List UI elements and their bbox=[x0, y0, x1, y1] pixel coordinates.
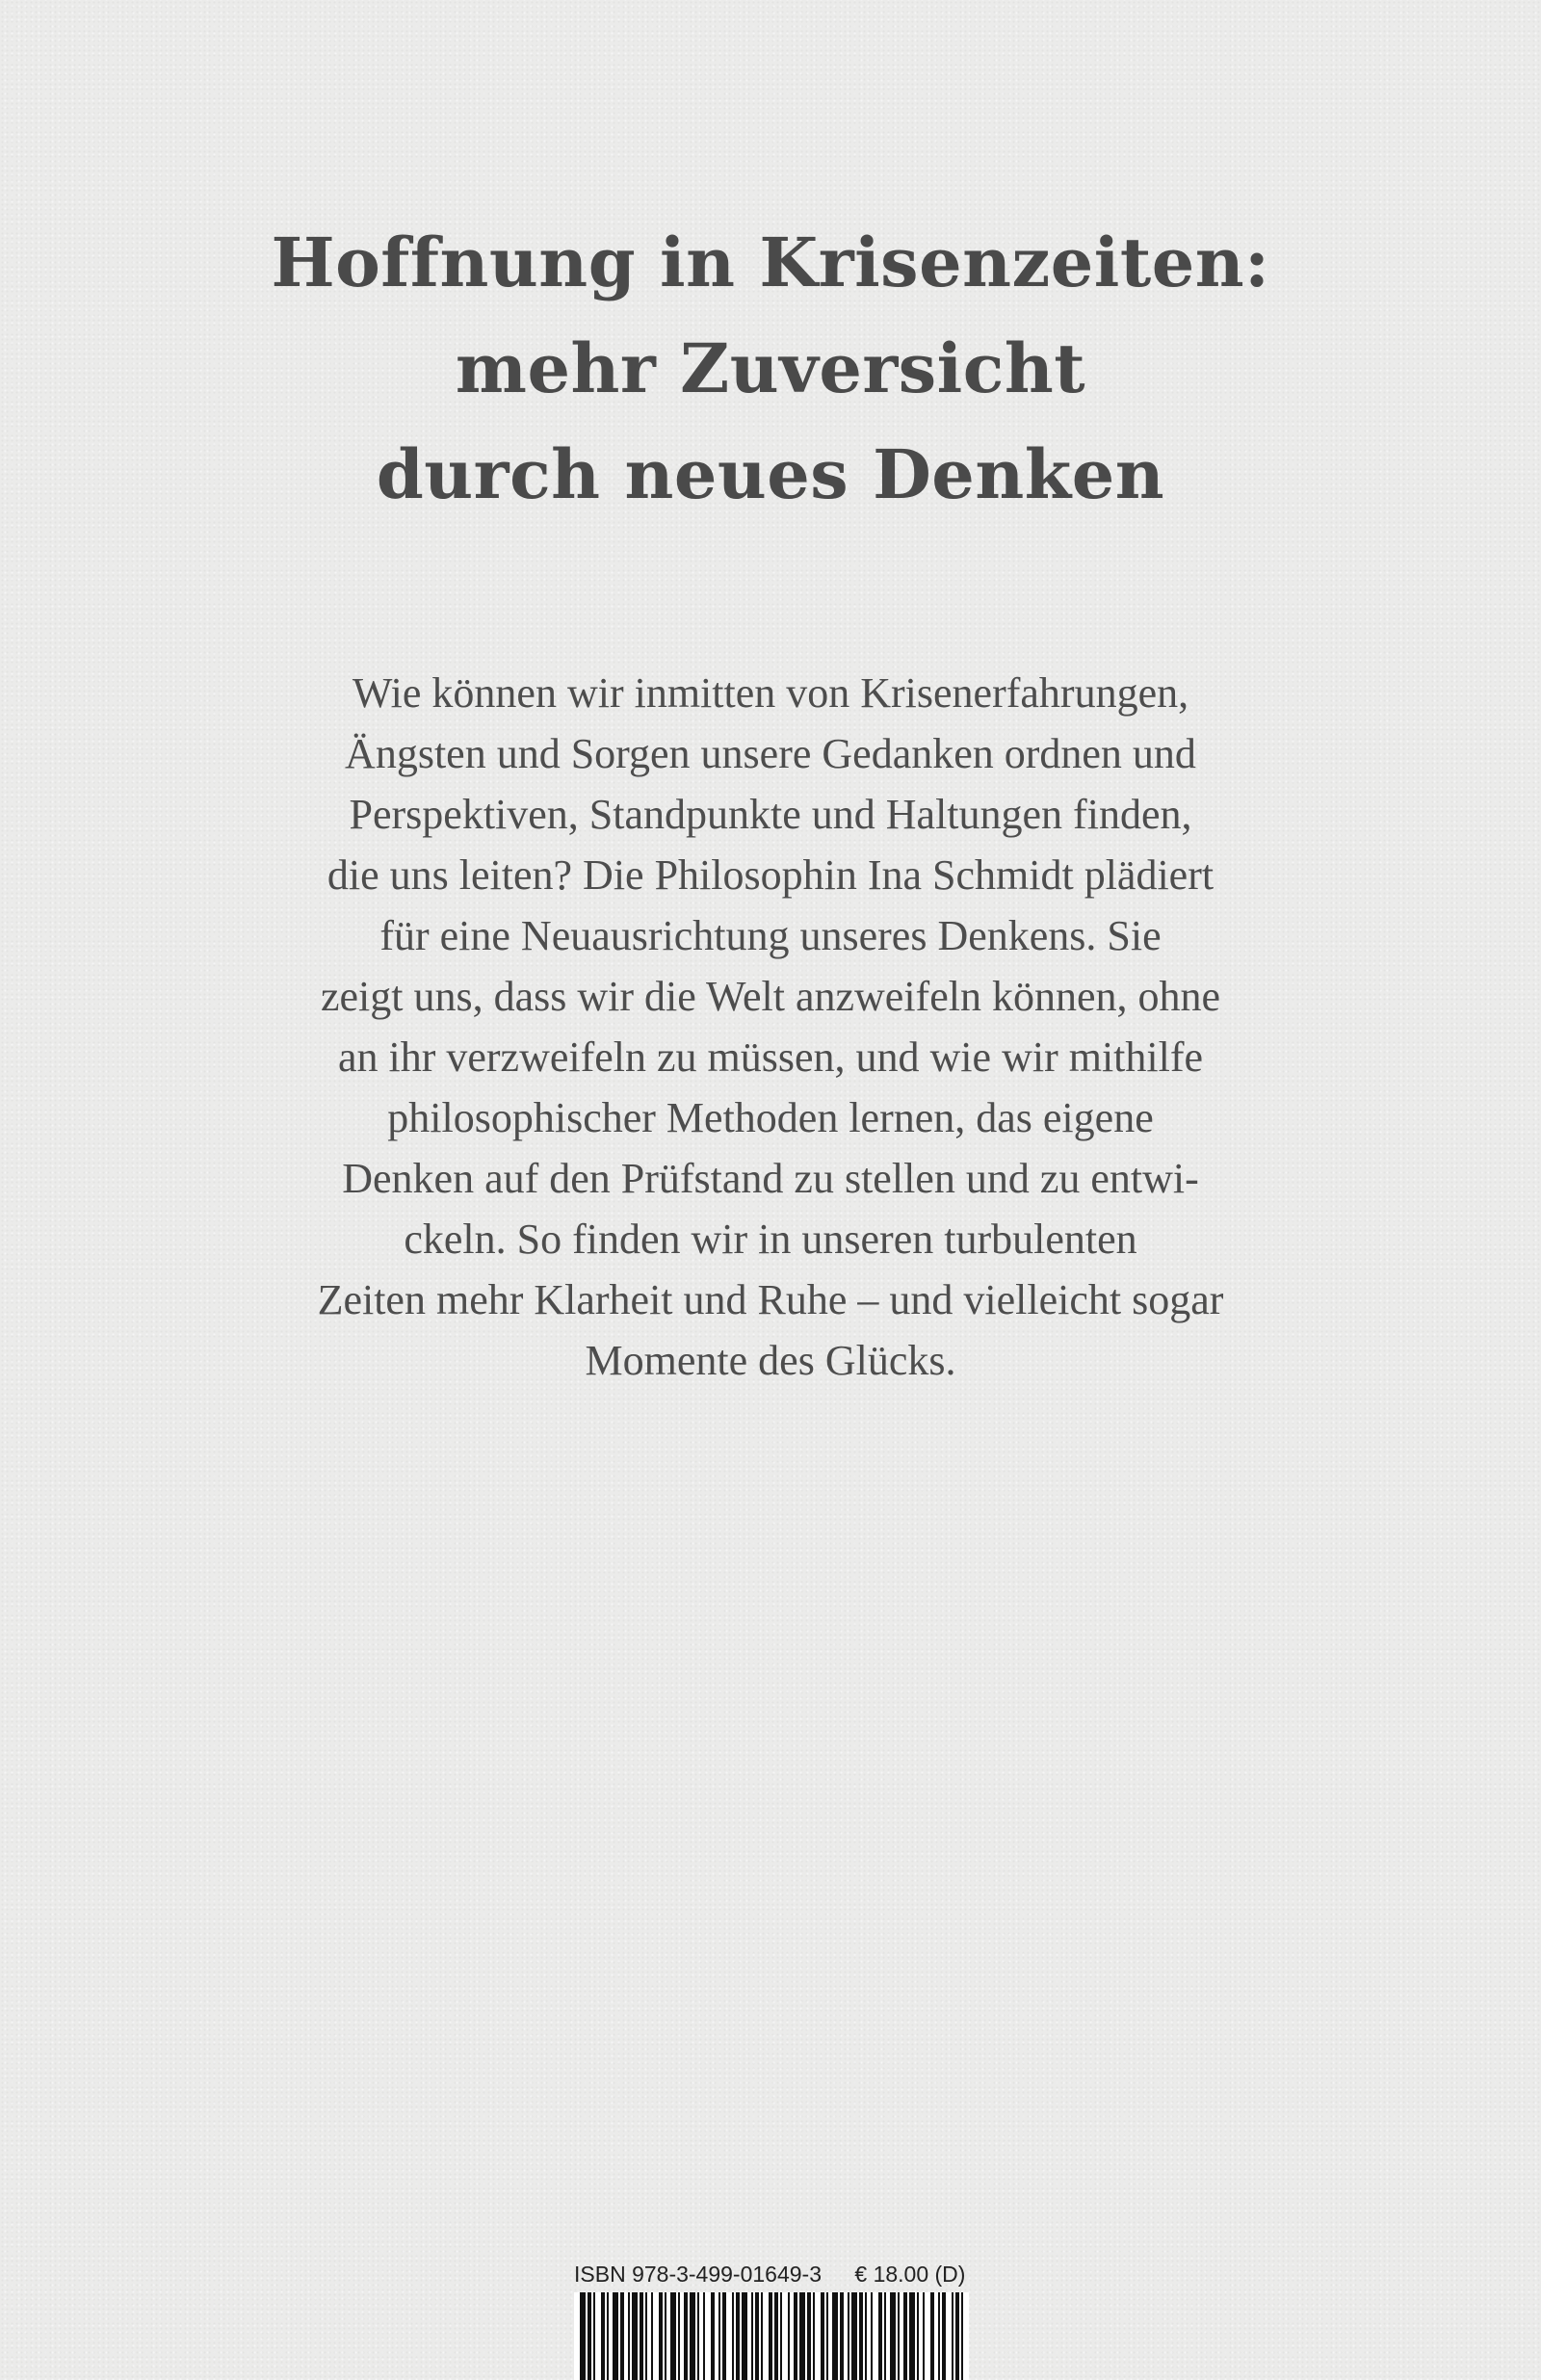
blurb-line: an ihr verzweifeln zu müssen, und wie wir mithilfe bbox=[337, 1033, 1204, 1081]
barcode-bar bbox=[690, 2292, 695, 2380]
barcode-bar bbox=[761, 2292, 763, 2380]
headline-line: mehr Zuversicht bbox=[455, 328, 1086, 408]
barcode-bar bbox=[898, 2292, 900, 2380]
barcode-bar bbox=[917, 2292, 919, 2380]
barcode-bar bbox=[697, 2292, 699, 2380]
barcode-bar bbox=[851, 2292, 857, 2380]
barcode-bar bbox=[769, 2292, 772, 2380]
blurb-line: Denken auf den Prüfstand zu stellen und zu entwi- bbox=[342, 1155, 1199, 1202]
headline-line: durch neues Denken bbox=[376, 434, 1165, 514]
headline-line: Hoffnung in Krisenzeiten: bbox=[271, 222, 1270, 302]
blurb-line: Zeiten mehr Klarheit und Ruhe – und vielleicht sogar bbox=[317, 1276, 1224, 1323]
barcode-bar bbox=[930, 2292, 934, 2380]
blurb-line: Perspektiven, Standpunkte und Haltungen finden, bbox=[349, 791, 1192, 838]
barcode-bar bbox=[955, 2292, 959, 2380]
barcode-bar bbox=[859, 2292, 863, 2380]
barcode-bar bbox=[871, 2292, 873, 2380]
barcode-bar bbox=[678, 2292, 680, 2380]
barcode-bar bbox=[755, 2292, 759, 2380]
barcode-bar bbox=[593, 2292, 595, 2380]
barcode-bar bbox=[722, 2292, 726, 2380]
barcode-bar bbox=[961, 2292, 963, 2380]
barcode-bar bbox=[890, 2292, 896, 2380]
barcode-bar bbox=[909, 2292, 915, 2380]
barcode-bar bbox=[799, 2292, 805, 2380]
barcode-bar bbox=[923, 2292, 925, 2380]
barcode-bar bbox=[884, 2292, 886, 2380]
blurb-line: für eine Neuausrichtung unseres Denkens. Sie bbox=[379, 912, 1162, 959]
barcode bbox=[574, 2292, 969, 2380]
isbn-text: ISBN 978-3-499-01649-3 bbox=[574, 2262, 822, 2287]
barcode-bar bbox=[613, 2292, 618, 2380]
barcode-bar bbox=[601, 2292, 605, 2380]
barcode-bar bbox=[952, 2292, 953, 2380]
barcode-bar bbox=[774, 2292, 778, 2380]
barcode-bar bbox=[659, 2292, 663, 2380]
barcode-bar bbox=[794, 2292, 797, 2380]
barcode-bar bbox=[703, 2292, 705, 2380]
blurb-text bbox=[0, 663, 1541, 1391]
price-text: € 18.00 (D) bbox=[854, 2262, 966, 2287]
barcode-bar bbox=[788, 2292, 790, 2380]
barcode-bar bbox=[821, 2292, 824, 2380]
barcode-bar bbox=[732, 2292, 734, 2380]
barcode-bar bbox=[607, 2292, 609, 2380]
barcode-bar bbox=[826, 2292, 828, 2380]
barcode-bar bbox=[807, 2292, 811, 2380]
barcode-bar bbox=[718, 2292, 720, 2380]
barcode-bar bbox=[942, 2292, 946, 2380]
barcode-bar bbox=[832, 2292, 838, 2380]
barcode-bar bbox=[640, 2292, 643, 2380]
blurb-line: philosophischer Methoden lernen, das eigene bbox=[387, 1094, 1154, 1141]
barcode-bar bbox=[588, 2292, 591, 2380]
barcode-bar bbox=[684, 2292, 688, 2380]
headline bbox=[0, 210, 1541, 528]
barcode-bar bbox=[711, 2292, 715, 2380]
isbn-price-line bbox=[574, 2262, 965, 2288]
blurb-line: Wie können wir inmitten von Krisenerfahrungen, bbox=[352, 669, 1189, 717]
blurb-line: die uns leiten? Die Philosophin Ina Schmidt plädiert bbox=[326, 851, 1215, 899]
blurb-line: ckeln. So finden wir in unseren turbulenten bbox=[404, 1216, 1137, 1263]
barcode-bar bbox=[813, 2292, 815, 2380]
blurb-line: zeigt uns, dass wir die Welt anzweifeln können, ohne bbox=[320, 973, 1221, 1020]
barcode-bar bbox=[865, 2292, 867, 2380]
barcode-bar bbox=[878, 2292, 882, 2380]
barcode-bar bbox=[903, 2292, 907, 2380]
barcode-bar bbox=[628, 2292, 630, 2380]
barcode-bar bbox=[670, 2292, 676, 2380]
barcode-bar bbox=[840, 2292, 844, 2380]
barcode-bar bbox=[620, 2292, 624, 2380]
blurb-line: Ängsten und Sorgen unsere Gedanken ordnen und bbox=[345, 730, 1196, 777]
barcode-icon bbox=[574, 2292, 969, 2380]
barcode-bar bbox=[651, 2292, 653, 2380]
barcode-bar bbox=[632, 2292, 638, 2380]
barcode-bar bbox=[665, 2292, 666, 2380]
barcode-bar bbox=[780, 2292, 782, 2380]
barcode-bar bbox=[736, 2292, 740, 2380]
barcode-bar bbox=[580, 2292, 586, 2380]
blurb-line: Momente des Glücks. bbox=[585, 1337, 956, 1384]
barcode-bar bbox=[848, 2292, 849, 2380]
barcode-bar bbox=[742, 2292, 747, 2380]
barcode-bar bbox=[938, 2292, 940, 2380]
barcode-bar bbox=[645, 2292, 647, 2380]
barcode-bar bbox=[751, 2292, 753, 2380]
